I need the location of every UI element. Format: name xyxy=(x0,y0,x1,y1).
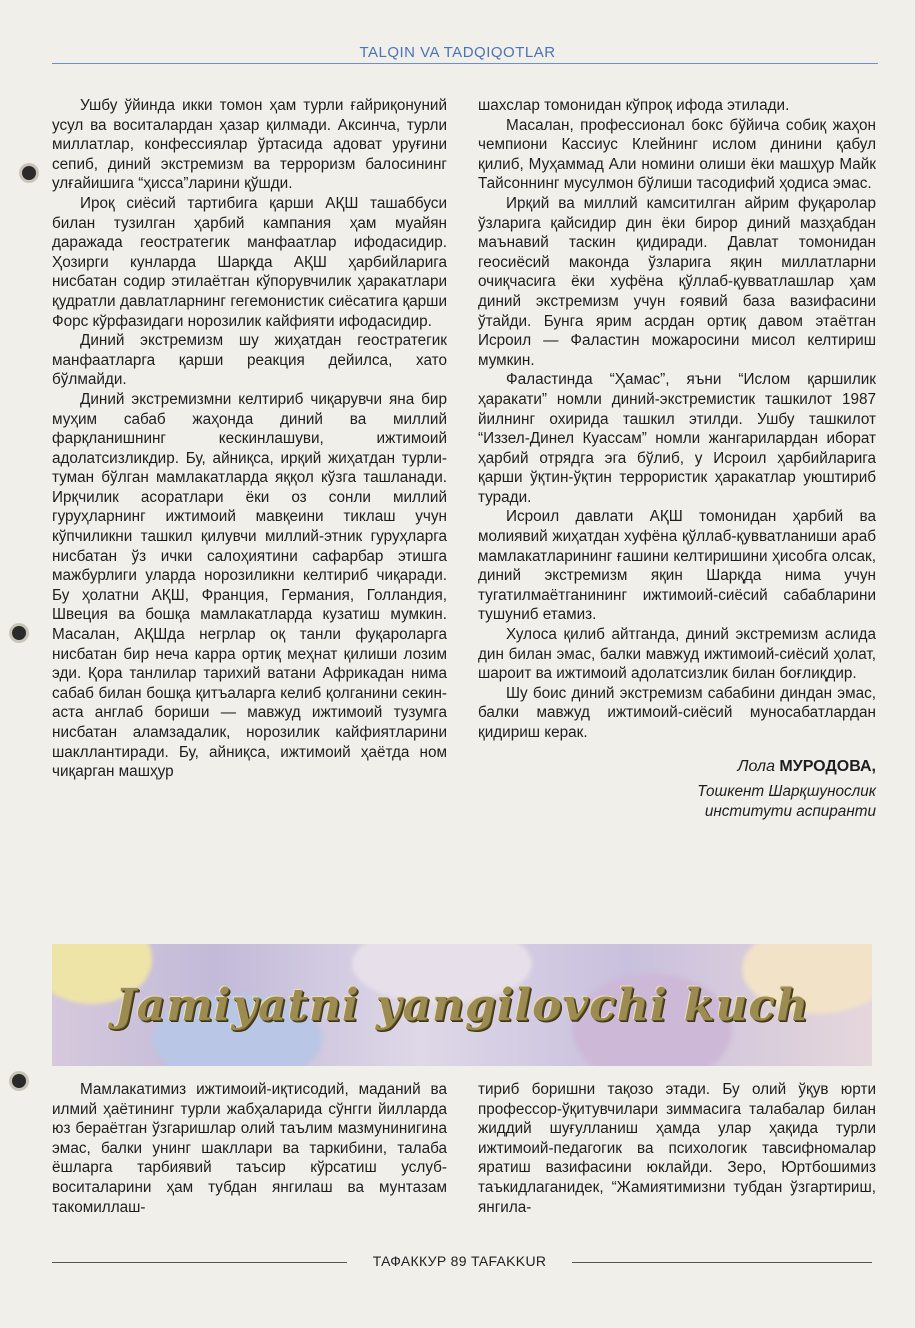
article2-title: Jamiyatni yangilovchi kuch xyxy=(114,980,810,1031)
author-signature xyxy=(478,757,876,823)
article1-right-column xyxy=(478,96,876,822)
article2-left-column xyxy=(52,1080,447,1217)
paragraph: Ироқ сиёсий тартибига қарши АҚШ ташаббуси билан тузилган ҳарбий кампания ҳам муайян даражада геостратегик манфаатлар ифодасидир. Ҳозирги кунларда Шарқда АҚШ ҳарбийларига нисбатан содир этилаётган кўпорувчилик ҳаракатлари қудратли давлатларнинг гегемонистик сиёсатига қарши Форс кўрфазидаги норозилик кайфияти ифодасидир. xyxy=(52,194,447,330)
paragraph: Ушбу ўйинда икки томон ҳам турли ғайриқонуний усул ва воситалардан ҳазар қилмади. Аксинча, турли миллатлар, конфессиялар ўртасида адоват уруғини сепиб, диний экстремизм ва терроризм балосининг улғайишига “ҳисса”ларини қўшди. xyxy=(52,97,447,193)
affiliation-line: Тошкент Шарқшунослик xyxy=(697,783,876,801)
paragraph: Исроил давлати АҚШ томонидан ҳарбий ва молиявий жиҳатдан хуфёна қўллаб-қувватланиши араб мамлакатларининг ғашини келтиришини ҳисобга олсак, диний экстремизм яқин Шарқда нима учун тугатилмаётганининг ижтимоий-сиёсий сабабларини тушуниб етамиз. xyxy=(478,508,876,624)
article1-left-column xyxy=(52,96,447,782)
affiliation-line: институти аспиранти xyxy=(704,803,876,821)
paragraph: тириб боришни тақозо этади. Бу олий ўқув юрти профессор-ўқитувчилари зиммасига талабалар билан жиддий шуғулланиш ҳамда улар ҳақида турли ижтимоий-педагогик ва психологик тавсифномалар яратиш вазифасини юклайди. Зеро, Юртбошимиз таъкидлаганидек, “Жамиятимизни тубдан ўзгартириш, янгила- xyxy=(478,1081,876,1216)
paragraph: Диний экстремизмни келтириб чиқарувчи яна бир муҳим сабаб жаҳонда диний ва миллий фарқланишнинг кескинлашуви, ижтимоий адолатсизликдир. Бу, айниқса, ирқий жиҳатдан турли-туман бўлган мамлакатларда яққол кўзга ташланади. Ирқчилик асоратлари ёки оз сонли миллий гуруҳларнинг ижтимоий мавқеини тиклаш учун кўпчиликни ташкил қилувчи миллий-этник гуруҳларга нисбатан ўз ички салоҳиятини сафарбар этишга мажбурлиги уларда норозиликни келтириб чиқаради. Бу ҳолатни АҚШ, Франция, Германия, Голландия, Швеция ва бошқа мамлакатларда кузатиш мумкин. Масалан, АҚШда негрлар оқ танли фуқароларга нисбатан бир неча карра ортиқ меҳнат қилиши лозим эди. Қора танлилар тарихий ватани Африкадан нима сабаб билан бошқа қитъаларга келиб қолганини секин-аста англаб бориши — мавжуд ижтимоий тузумга нисбатан аламзадалик, норозилик кайфиятларини шакллантиради. Бу, айниқса, ижтимоий ҳаётда ном чиқарган машҳур xyxy=(52,390,447,781)
paragraph: Шу боис диний экстремизм сабабини диндан эмас, балки мавжуд ижтимоий-сиёсий муносабатлардан қидириш керак. xyxy=(478,684,876,741)
page-footer: ТАФАККУР 89 TAFAKKUR xyxy=(372,1253,547,1269)
paragraph: Масалан, профессионал бокс бўйича собиқ жаҳон чемпиони Кассиус Клейнинг ислом динини қабул қилиб, Муҳаммад Али номини олиши ёки машҳур Майк Тайсоннинг мусулмон бўлиши тасодифий ҳодиса эмас. xyxy=(478,116,876,193)
paragraph: Мамлакатимиз ижтимоий-иқтисодий, маданий ва илмий ҳаётининг турли жабҳаларида сўнгги йилларда юз бераётган ўзгаришлар олий таълим мазмунинигина эмас, балки унинг шакллари ва таркибини, талаба ёшларга тарбиявий таъсир кўрсатиш услуб-воситаларини ҳам тубдан янгилаш ва мунтазам такомиллаш- xyxy=(52,1081,447,1216)
footer-rule-right xyxy=(572,1262,872,1263)
binder-hole-top xyxy=(22,166,36,180)
paragraph: Фаластинда “Ҳамас”, яъни “Ислом қаршилик ҳаракати” номли диний-экстремистик ташкилот 1987 йилнинг охирида ташкил этилди. Ушбу ташкилот “Иззел-Динел Куассам” номли жангарилардан иборат ҳарбий отрядга эга бўлиб, у Исроил ҳарбийларига қарши ўқтин-ўқтин террористик ҳаракатлар уюштириб туради. xyxy=(478,371,876,506)
author-first-name: Лола xyxy=(737,757,775,775)
footer-rule-left xyxy=(52,1262,347,1263)
section-header: TALQIN VA TADQIQOTLAR xyxy=(359,44,556,61)
paragraph: Хулоса қилиб айтганда, диний экстремизм аслида дин билан эмас, балки мавжуд ижтимоий-сиёсий ҳолат, шароит ва ижтимоий адолатсизлик билан боғлиқдир. xyxy=(478,626,876,683)
binder-hole-bottom xyxy=(12,1074,26,1088)
author-affiliation xyxy=(478,782,876,822)
header-rule xyxy=(52,63,878,64)
paragraph: шахслар томонидан кўпроқ ифода этилади. xyxy=(478,97,790,114)
paragraph: Ирқий ва миллий камситилган айрим фуқаролар ўзларига қайсидир дин ёки бирор диний мазҳабдан маънавий таскин қидиради. Давлат томонидан геосиёсий маконда ўзларига яқин миллатларни очиқчасига ёки хуфёна қўллаб-қувватлашлар ҳам диний экстремизм учун ғоявий база вазифасини ўтайди. Бунга ярим асрдан ортиқ давом этаётган Исроил — Фаластин можаросини мисол келтириш мумкин. xyxy=(478,194,876,369)
binder-hole-middle xyxy=(12,626,26,640)
article2-title-banner xyxy=(52,944,872,1066)
author-name xyxy=(478,757,876,777)
author-last-name: МУРОДОВА, xyxy=(779,757,876,775)
paragraph: Диний экстремизм шу жиҳатдан геостратегик манфаатларга қарши реакция дейилса, хато бўлмайди. xyxy=(52,332,447,389)
article2-right-column xyxy=(478,1080,876,1217)
